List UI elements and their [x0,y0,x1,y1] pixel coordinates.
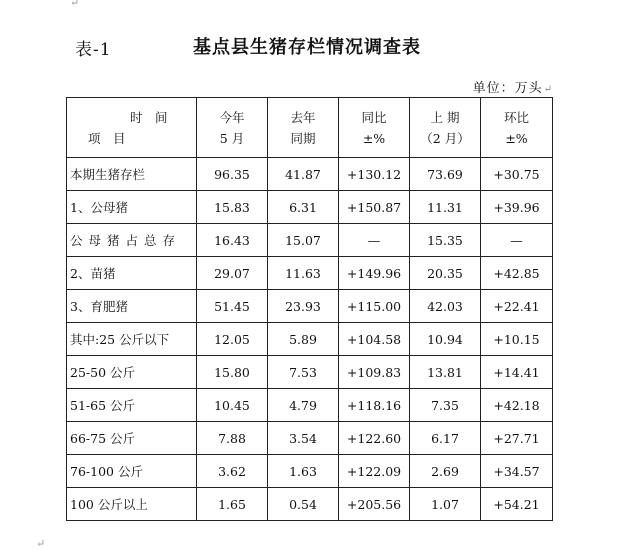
cell-value: 10.94 [410,323,481,356]
row-item-label: 本期生猪存栏 [67,158,197,191]
row-item-label: 1、公母猪 [67,191,197,224]
cell-value: 11.63 [268,257,339,290]
cell-value: 10.45 [197,389,268,422]
cell-value: +39.96 [481,191,553,224]
cell-value: +205.56 [339,488,410,521]
row-item-label: 100 公斤以上 [67,488,197,521]
cell-value: 20.35 [410,257,481,290]
table-row [67,158,553,191]
header-corner-cell [67,98,197,158]
table-row [67,224,553,257]
cell-value: +10.15 [481,323,553,356]
header-text: 5 月 [219,130,245,146]
row-item-label: 公母猪占总存 [67,224,197,257]
header-text: 同比 [361,109,387,125]
cell-value: 41.87 [268,158,339,191]
cell-value: 15.07 [268,224,339,257]
table-row [67,257,553,290]
cell-value: 6.31 [268,191,339,224]
table-row [67,422,553,455]
header-text: ±% [505,130,528,146]
row-item-label: 51-65 公斤 [67,389,197,422]
cell-value: +130.12 [339,158,410,191]
row-item-label: 3、育肥猪 [67,290,197,323]
cell-value: +115.00 [339,290,410,323]
row-item-label: 25-50 公斤 [67,356,197,389]
header-text: 去年 [290,109,316,125]
unit-text: 单位：万头 [472,81,543,96]
cell-value: 7.35 [410,389,481,422]
cell-value: 4.79 [268,389,339,422]
cell-value: 7.53 [268,356,339,389]
unit-label [473,77,553,96]
header-text: ±% [362,130,386,146]
cell-value: 7.88 [197,422,268,455]
cell-value: 29.07 [197,257,268,290]
header-cell-last-year [268,98,339,158]
survey-table [66,97,553,521]
cell-value: 42.03 [410,290,481,323]
row-item-label: 66-75 公斤 [67,422,197,455]
table-row [67,356,553,389]
cell-value: 23.93 [268,290,339,323]
cell-value: +22.41 [481,290,553,323]
cell-value: 3.62 [197,455,268,488]
header-cell-prev-period [410,98,481,158]
table-label: 表-1 [75,40,112,60]
cell-value: +122.60 [339,422,410,455]
cell-value: 15.80 [197,356,268,389]
cell-value: +122.09 [339,455,410,488]
table-row [67,191,553,224]
cell-value: +42.85 [481,257,553,290]
cell-value: 13.81 [410,356,481,389]
cell-value: 51.45 [197,290,268,323]
cell-value: 73.69 [410,158,481,191]
header-text: 同期 [290,130,316,146]
cell-value: — [481,224,553,257]
cell-value: 1.63 [268,455,339,488]
table-row [67,290,553,323]
cell-value: 15.35 [410,224,481,257]
header-text: 今年 [219,109,245,125]
cell-value: 6.17 [410,422,481,455]
header-cell-yoy [339,98,410,158]
cell-value: +42.18 [481,389,553,422]
row-item-label: 其中:25 公斤以下 [67,323,197,356]
cell-value: +150.87 [339,191,410,224]
cell-value: 3.54 [268,422,339,455]
cell-value: +14.41 [481,356,553,389]
table-row [67,488,553,521]
cell-value: 0.54 [268,488,339,521]
row-item-label: 76-100 公斤 [67,455,197,488]
cell-value: 11.31 [410,191,481,224]
cell-value: 1.07 [410,488,481,521]
page-title: 基点县生猪存栏情况调查表 [193,37,421,58]
paragraph-mark-icon: ↵ [70,0,80,9]
cell-value: +30.75 [481,158,553,191]
cell-value: +104.58 [339,323,410,356]
cell-value: +54.21 [481,488,553,521]
header-cell-mom [481,98,553,158]
cell-value: 96.35 [197,158,268,191]
row-item-label: 2、苗猪 [67,257,197,290]
header-text: 环比 [503,109,529,125]
cell-value: +34.57 [481,455,553,488]
cell-value: 2.69 [410,455,481,488]
cell-value: 1.65 [197,488,268,521]
cell-value: +149.96 [339,257,410,290]
cell-value: 15.83 [197,191,268,224]
cell-value: 12.05 [197,323,268,356]
header-item-label: 项 目 [88,130,126,146]
table-row [67,323,553,356]
cell-value: — [339,224,410,257]
cell-value: 5.89 [268,323,339,356]
header-time-label: 时 间 [130,109,168,125]
table-header-row [67,98,553,158]
table-row [67,389,553,422]
paragraph-mark-icon: ↵ [36,537,46,550]
cell-value: 16.43 [197,224,268,257]
cell-value: +109.83 [339,356,410,389]
header-text: 上 期 [430,109,460,125]
cell-value: +27.71 [481,422,553,455]
table-row [67,455,553,488]
header-cell-current [197,98,268,158]
cell-value: +118.16 [339,389,410,422]
paragraph-mark-icon: ↵ [543,84,553,95]
header-text: （2 月） [420,130,470,146]
